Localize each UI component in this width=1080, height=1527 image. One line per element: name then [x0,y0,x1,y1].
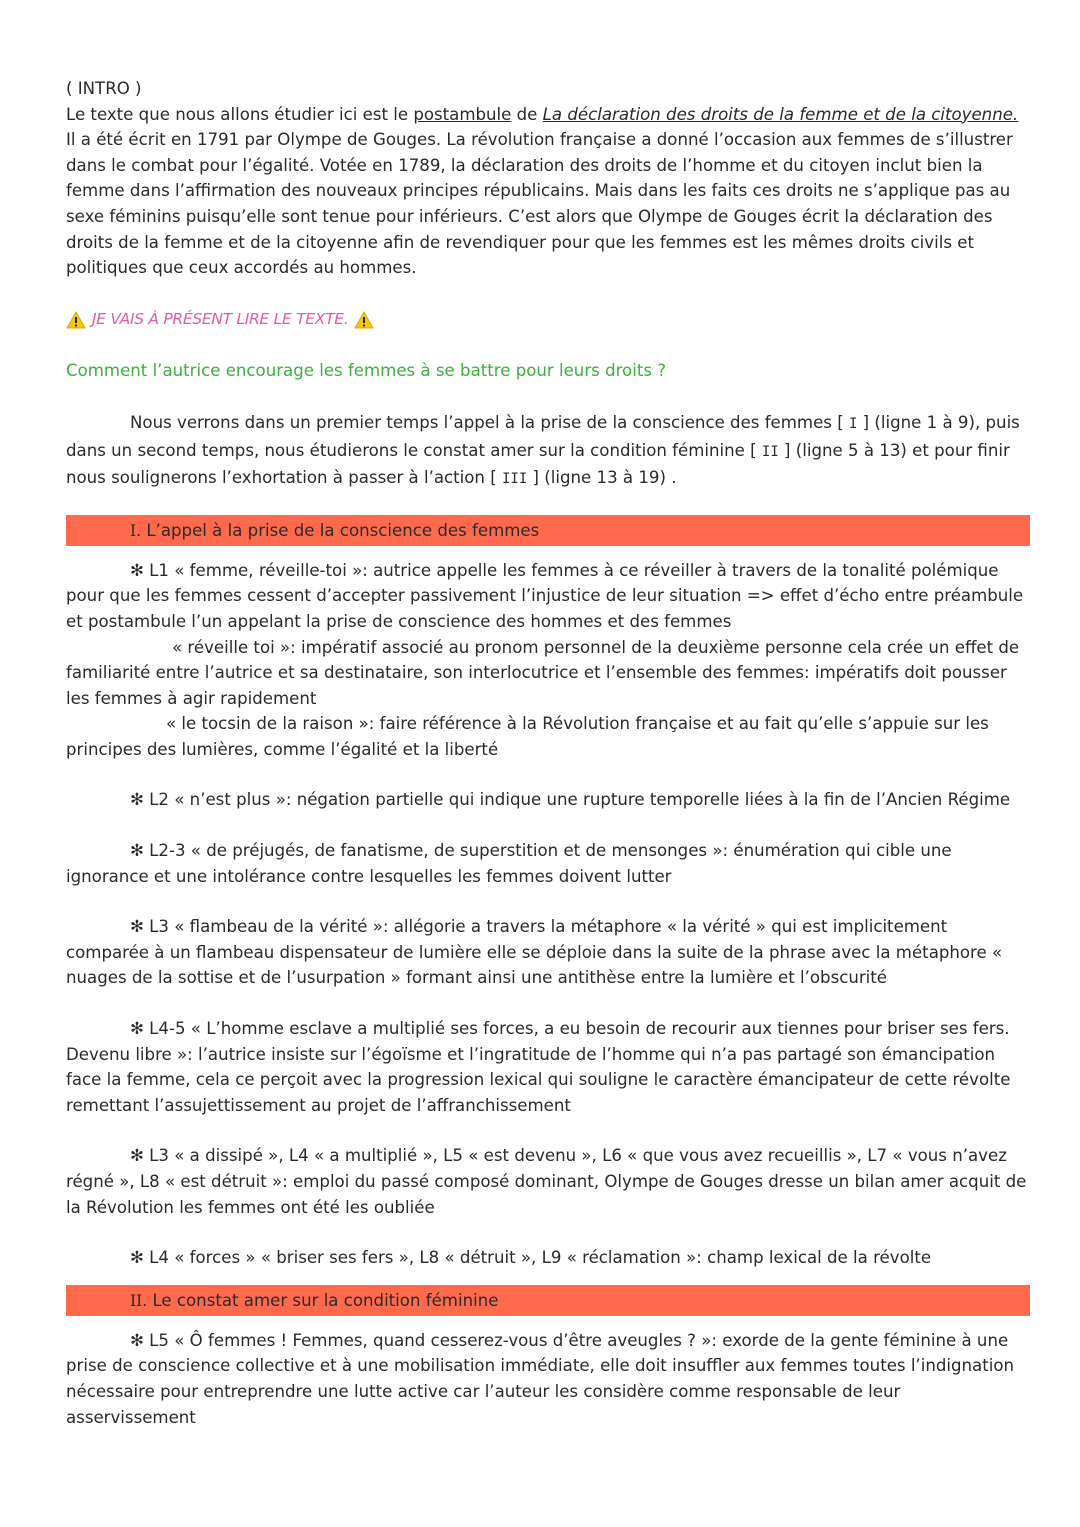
warning-text: JE VAIS À PRÉSENT LIRE LE TEXTE. [92,309,349,328]
analysis-l4-revolte: ✻ L4 « forces » « briser ses fers », L8 « détruit », L9 « réclamation »: champ lexical de la révolte [130,1248,932,1268]
reading-warning [66,307,1030,333]
intro-text-rest: Il a été écrit en 1791 par Olympe de Gouges. La révolution française a donné l’occasion aux femmes de s’illustrer dans le combat pour l’égalité. Votée en 1789, la déclaration des droits de l’homme et du citoyen inclut bien la femme dans l’affirmation des nouveaux principes républicains. Mais dans les faits ces droits ne s’applique pas au sexe féminins puisqu’elle sont tenue pour inférieurs. C’est alors que Olympe de Gouges écrit la déclaration des droits de la femme et de la citoyenne afin de revendiquer pour que les femmes est les mêmes droits civils et politiques que ceux accordés au hommes. [66,130,1013,278]
warning-icon [354,311,374,329]
analysis-l5: ✻ L5 « Ô femmes ! Femmes, quand cesserez-vous d’être aveugles ? »: exorde de la gente féminine à une prise de conscience collective et à une mobilisation immédiate, elle doit insuffler aux femmes toutes l’indignation nécessaire pour entreprendre une lutte active car l’auteur les considère comme responsable de leur asservissement [66,1330,1014,1427]
plan-paragraph: Nous verrons dans un premier temps l’appel à la prise de la conscience des femmes [ I ] (ligne 1 à 9), puis dans un second temps, nous étudierons le constat amer sur la condition féminine [ II ] (ligne 5 à 13) et pour finir nous soulignerons l’exhortation à passer à l’action [ III ] (ligne 13 à 19) . [66,412,1020,488]
intro-label: ( INTRO ) [66,79,142,98]
analysis-l1: ✻ L1 « femme, réveille-toi »: autrice appelle les femmes à ce réveiller à travers de la tonalité polémique pour que les femmes cessent d’accepter passivement l’injustice de leur situation => effet d’écho entre préambule et postambule l’un appelant la prise de conscience des hommes et des femmes [66,560,1024,631]
postambule-word: postambule [413,104,512,124]
warning-icon [66,311,86,329]
intro-text-start: Le texte que nous allons étudier ici est le [66,104,414,124]
section-1-heading: I. L’appel à la prise de la conscience des femmes [66,515,1030,546]
analysis-l2: ✻ L2 « n’est plus »: négation partielle qui indique une rupture temporelle liées à la fin de l’Ancien Régime [130,790,1011,810]
declaration-title: La déclaration des droits de la femme et de la citoyenne. [542,104,1019,124]
intro-de: de [511,104,543,124]
analysis-l2-3: ✻ L2-3 « de préjugés, de fanatisme, de superstition et de mensonges »: énumération qui cible une ignorance et une intolérance contre lesquelles les femmes doivent lutter [66,841,952,886]
analysis-l1-tocsin: « le tocsin de la raison »: faire référence à la Révolution française et au fait qu’elle s’appuie sur les principes des lumières, comme l’égalité et la liberté [66,714,989,759]
intro-paragraph [66,102,1030,281]
problematic-question: Comment l’autrice encourage les femmes à se battre pour leurs droits ? [66,361,667,381]
analysis-passe-compose: ✻ L3 « a dissipé », L4 « a multiplié », L5 « est devenu », L6 « que vous avez recueillis », L7 « vous n’avez régné », L8 « est détruit »: emploi du passé composé dominant, Olympe de Gouges dresse un bilan amer acquit de la Révolution les femmes ont été les oubliée [66,1146,1027,1217]
section-2-heading: II. Le constat amer sur la condition féminine [66,1285,1030,1316]
analysis-l3: ✻ L3 « flambeau de la vérité »: allégorie a travers la métaphore « la vérité » qui est implicitement comparée à un flambeau dispensateur de lumière elle se déploie dans la suite de la phrase avec la métaphore « nuages de la sottise et de l’usurpation » formant ainsi une antithèse entre la lumière et l’obscurité [66,917,1003,988]
analysis-l4-5: ✻ L4-5 « L’homme esclave a multiplié ses forces, a eu besoin de recourir aux tiennes pour briser ses fers. Devenu libre »: l’autrice insiste sur l’égoïsme et l’ingratitude de l’homme qui n’a pas partagé son émancipation face la femme, cela ce perçoit avec la progression lexical qui souligne le caractère émancipateur de cette révolte remettant l’assujettissement au projet de l’affranchissement [66,1019,1011,1115]
analysis-l1-reveille: « réveille toi »: impératif associé au pronom personnel de la deuxième personne cela crée un effet de familiarité entre l’autrice et sa destinataire, son interlocutrice et l’ensemble des femmes: impératifs doit pousser les femmes à agir rapidement [66,637,1020,708]
document-page [66,76,1030,1430]
